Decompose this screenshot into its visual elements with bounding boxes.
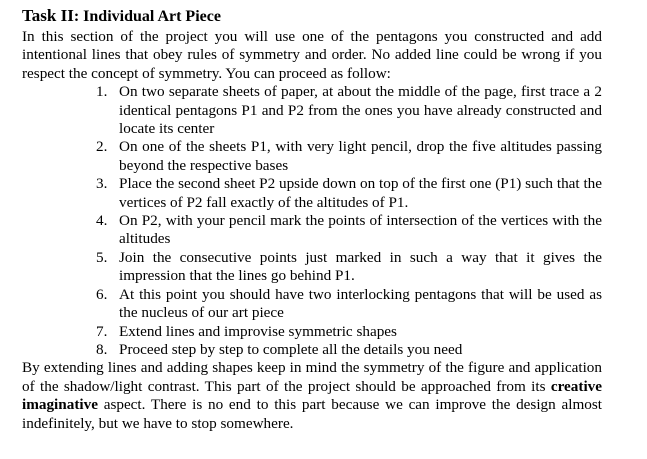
task-title-rest: : Individual Art Piece (73, 8, 221, 25)
step-item (96, 175, 602, 212)
step-number: 6. (96, 285, 108, 303)
document-page (22, 6, 602, 433)
intro-paragraph: In this section of the project you will use one of the pentagons you constructed and add intentional lines that obey rules of symmetry and order. No added line could be wrong if you respect the concept of symmetry. You can proceed as follow: (22, 28, 602, 82)
task-title (22, 6, 602, 27)
step-number: 8. (96, 340, 108, 358)
step-item (96, 138, 602, 175)
step-text: Join the consecutive points just marked in such a way that it gives the impression that the lines go behind P1. (119, 248, 602, 285)
step-item (96, 323, 602, 341)
step-text: On one of the sheets P1, with very light pencil, drop the five altitudes passing beyond the respective bases (119, 138, 602, 174)
closing-text-start: By extending lines and adding shapes keep in mind the symmetry of the figure and application of the shadow/light contrast. This part of the project should be approached from its (22, 359, 602, 395)
task-title-prefix: Task II (22, 6, 74, 25)
step-text: On two separate sheets of paper, at about the middle of the page, first trace a 2 identical pentagons P1 and P2 from the ones you have already constructed and locate its center (119, 83, 602, 138)
step-text: At this point you should have two interlocking pentagons that will be used as the nucleus of our art piece (119, 285, 602, 322)
step-text: Extend lines and improvise symmetric shapes (119, 322, 397, 340)
closing-text-end: aspect. There is no end to this part because we can improve the design almost indefinitely, but we have to stop somewhere. (22, 396, 602, 432)
step-item (96, 286, 602, 323)
step-item (96, 249, 602, 286)
step-text: Place the second sheet P2 upside down on top of the first one (P1) such that the vertices of P2 fall exactly of the altitudes of P1. (119, 175, 602, 211)
closing-emphasis: creative imaginative (22, 377, 602, 414)
step-number: 2. (96, 138, 108, 156)
step-number: 4. (96, 212, 108, 230)
steps-list (22, 83, 602, 359)
step-number: 5. (96, 248, 108, 266)
step-number: 1. (96, 83, 108, 101)
step-text: On P2, with your pencil mark the points of intersection of the vertices with the altitudes (119, 212, 602, 248)
step-number: 7. (96, 322, 108, 340)
step-text: Proceed step by step to complete all the details you need (119, 340, 463, 358)
step-item (96, 83, 602, 138)
step-item (96, 212, 602, 249)
closing-paragraph (22, 359, 602, 433)
step-number: 3. (96, 175, 108, 193)
step-item (96, 341, 602, 359)
